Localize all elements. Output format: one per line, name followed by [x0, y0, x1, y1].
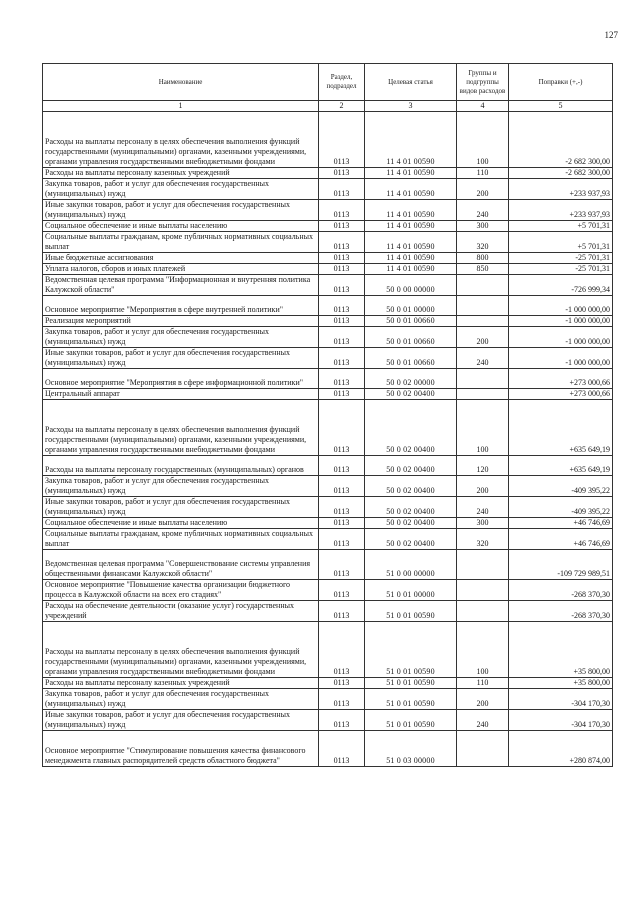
row-group: [457, 316, 509, 327]
row-target: 50 0 02 00000: [365, 369, 457, 389]
row-name: Ведомственная целевая программа "Совершенствование системы управления общественными финансами Калужской области": [43, 550, 319, 580]
row-target: 11 4 01 00590: [365, 179, 457, 200]
header-section: Раздел, подраздел: [319, 64, 365, 101]
table-row: [43, 622, 613, 678]
row-section: 0113: [319, 221, 365, 232]
row-amount: +46 746,69: [509, 518, 613, 529]
table-row: [43, 678, 613, 689]
row-section: 0113: [319, 529, 365, 550]
row-amount: +233 937,93: [509, 200, 613, 221]
row-name: Основное мероприятие "Мероприятия в сфере информационной политики": [43, 369, 319, 389]
row-group: 110: [457, 678, 509, 689]
row-name: Расходы на выплаты персоналу казенных учреждений: [43, 678, 319, 689]
table-row: [43, 550, 613, 580]
table-row: [43, 221, 613, 232]
row-amount: -2 682 300,00: [509, 112, 613, 168]
row-group: 100: [457, 112, 509, 168]
column-number: 3: [365, 101, 457, 112]
header-amount: Поправки (+,-): [509, 64, 613, 101]
row-section: 0113: [319, 622, 365, 678]
row-target: 50 0 00 00000: [365, 275, 457, 296]
row-amount: -268 370,30: [509, 601, 613, 622]
row-name: Закупка товаров, работ и услуг для обеспечения государственных (муниципальных) нужд: [43, 689, 319, 710]
row-name: Социальное обеспечение и иные выплаты населению: [43, 221, 319, 232]
row-group: [457, 369, 509, 389]
row-section: 0113: [319, 550, 365, 580]
header-target: Целевая статья: [365, 64, 457, 101]
row-target: 51 0 01 00590: [365, 689, 457, 710]
table-row: [43, 369, 613, 389]
row-section: 0113: [319, 316, 365, 327]
table-row: [43, 168, 613, 179]
row-group: 800: [457, 253, 509, 264]
row-amount: -1 000 000,00: [509, 296, 613, 316]
row-group: 240: [457, 348, 509, 369]
row-amount: +280 874,00: [509, 731, 613, 767]
row-group: 850: [457, 264, 509, 275]
table-row: [43, 200, 613, 221]
row-target: 50 0 02 00400: [365, 529, 457, 550]
row-section: 0113: [319, 275, 365, 296]
row-section: 0113: [319, 232, 365, 253]
table-row: [43, 253, 613, 264]
row-name: Расходы на выплаты персоналу казенных учреждений: [43, 168, 319, 179]
table-row: [43, 348, 613, 369]
table-row: [43, 112, 613, 168]
row-target: 11 4 01 00590: [365, 168, 457, 179]
table-row: [43, 296, 613, 316]
table-row: [43, 601, 613, 622]
row-group: 200: [457, 327, 509, 348]
row-section: 0113: [319, 168, 365, 179]
row-amount: +635 649,19: [509, 400, 613, 456]
row-name: Иные закупки товаров, работ и услуг для обеспечения государственных (муниципальных) нужд: [43, 710, 319, 731]
row-amount: -304 170,30: [509, 689, 613, 710]
row-amount: +273 000,66: [509, 389, 613, 400]
row-amount: +35 800,00: [509, 622, 613, 678]
row-section: 0113: [319, 389, 365, 400]
row-name: Основное мероприятие "Мероприятия в сфере внутренней политики": [43, 296, 319, 316]
row-group: 200: [457, 689, 509, 710]
column-number: 5: [509, 101, 613, 112]
column-number: 4: [457, 101, 509, 112]
row-group: 200: [457, 476, 509, 497]
row-target: 11 4 01 00590: [365, 232, 457, 253]
row-amount: +635 649,19: [509, 456, 613, 476]
table-row: [43, 689, 613, 710]
row-target: 50 0 02 00400: [365, 400, 457, 456]
row-name: Иные закупки товаров, работ и услуг для обеспечения государственных (муниципальных) нужд: [43, 200, 319, 221]
row-amount: +35 800,00: [509, 678, 613, 689]
row-group: 110: [457, 168, 509, 179]
row-section: 0113: [319, 296, 365, 316]
row-amount: -2 682 300,00: [509, 168, 613, 179]
row-group: [457, 731, 509, 767]
row-section: 0113: [319, 456, 365, 476]
column-number: 2: [319, 101, 365, 112]
row-group: 240: [457, 497, 509, 518]
row-name: Закупка товаров, работ и услуг для обеспечения государственных (муниципальных) нужд: [43, 327, 319, 348]
table-row: [43, 316, 613, 327]
row-target: 50 0 01 00000: [365, 296, 457, 316]
row-target: 51 0 01 00590: [365, 622, 457, 678]
row-name: Центральный аппарат: [43, 389, 319, 400]
table-row: [43, 731, 613, 767]
row-name: Расходы на выплаты персоналу государственных (муниципальных) органов: [43, 456, 319, 476]
row-name: Основное мероприятие "Стимулирование повышения качества финансового менеджмента главных распорядителей средств областного бюджета": [43, 731, 319, 767]
row-name: Расходы на выплаты персоналу в целях обеспечения выполнения функций государственными (муниципальными) органами, казенными учреждениями, органами управления государственными внебюджетными фондами: [43, 112, 319, 168]
row-amount: -268 370,30: [509, 580, 613, 601]
row-amount: +233 937,93: [509, 179, 613, 200]
table-body: [43, 112, 613, 767]
table-row: [43, 580, 613, 601]
row-target: 51 0 01 00000: [365, 580, 457, 601]
row-amount: +5 701,31: [509, 221, 613, 232]
row-section: 0113: [319, 200, 365, 221]
row-section: 0113: [319, 731, 365, 767]
table-row: [43, 710, 613, 731]
row-group: 120: [457, 456, 509, 476]
row-section: 0113: [319, 689, 365, 710]
row-target: 11 4 01 00590: [365, 253, 457, 264]
row-group: 100: [457, 622, 509, 678]
row-name: Уплата налогов, сборов и иных платежей: [43, 264, 319, 275]
row-target: 51 0 03 00000: [365, 731, 457, 767]
row-target: 51 0 01 00590: [365, 601, 457, 622]
row-group: 320: [457, 232, 509, 253]
table-row: [43, 264, 613, 275]
table-row: [43, 476, 613, 497]
row-name: Расходы на выплаты персоналу в целях обеспечения выполнения функций государственными (муниципальными) органами, казенными учреждениями, органами управления государственными внебюджетными фондами: [43, 622, 319, 678]
row-name: Иные закупки товаров, работ и услуг для обеспечения государственных (муниципальных) нужд: [43, 497, 319, 518]
row-section: 0113: [319, 580, 365, 601]
row-section: 0113: [319, 400, 365, 456]
row-section: 0113: [319, 601, 365, 622]
table-row: [43, 389, 613, 400]
row-section: 0113: [319, 179, 365, 200]
header-name: Наименование: [43, 64, 319, 101]
row-section: 0113: [319, 264, 365, 275]
row-amount: -1 000 000,00: [509, 348, 613, 369]
column-number: 1: [43, 101, 319, 112]
row-name: Основное мероприятие "Повышение качества организации бюджетного процесса в Калужской области на всех его стадиях": [43, 580, 319, 601]
row-name: Расходы на выплаты персоналу в целях обеспечения выполнения функций государственными (муниципальными) органами, казенными учреждениями, органами управления государственными внебюджетными фондами: [43, 400, 319, 456]
row-target: 50 0 02 00400: [365, 456, 457, 476]
table-row: [43, 497, 613, 518]
table-row: [43, 232, 613, 253]
row-amount: -25 701,31: [509, 264, 613, 275]
row-target: 11 4 01 00590: [365, 112, 457, 168]
row-section: 0113: [319, 112, 365, 168]
table-row: [43, 456, 613, 476]
row-target: 50 0 01 00660: [365, 316, 457, 327]
row-group: 300: [457, 518, 509, 529]
row-group: 240: [457, 710, 509, 731]
row-target: 11 4 01 00590: [365, 200, 457, 221]
row-amount: +46 746,69: [509, 529, 613, 550]
row-target: 50 0 02 00400: [365, 389, 457, 400]
row-name: Закупка товаров, работ и услуг для обеспечения государственных (муниципальных) нужд: [43, 476, 319, 497]
row-section: 0113: [319, 678, 365, 689]
row-amount: +5 701,31: [509, 232, 613, 253]
row-amount: +273 000,66: [509, 369, 613, 389]
row-section: 0113: [319, 369, 365, 389]
row-section: 0113: [319, 348, 365, 369]
header-group: Группы и подгруппы видов расходов: [457, 64, 509, 101]
row-target: 11 4 01 00590: [365, 221, 457, 232]
row-name: Закупка товаров, работ и услуг для обеспечения государственных (муниципальных) нужд: [43, 179, 319, 200]
row-target: 51 0 01 00590: [365, 710, 457, 731]
row-section: 0113: [319, 518, 365, 529]
row-name: Реализация мероприятий: [43, 316, 319, 327]
row-group: [457, 601, 509, 622]
row-amount: -409 395,22: [509, 476, 613, 497]
row-section: 0113: [319, 327, 365, 348]
row-target: 51 0 00 00000: [365, 550, 457, 580]
row-amount: -304 170,30: [509, 710, 613, 731]
budget-table: [42, 63, 613, 767]
row-group: [457, 296, 509, 316]
page-number: 127: [604, 30, 618, 40]
row-name: Ведомственная целевая программа "Информационная и внутренняя политика Калужской области": [43, 275, 319, 296]
table-row: [43, 518, 613, 529]
row-name: Расходы на обеспечение деятельности (оказание услуг) государственных учреждений: [43, 601, 319, 622]
header-row: [43, 64, 613, 101]
row-amount: -1 000 000,00: [509, 316, 613, 327]
row-target: 51 0 01 00590: [365, 678, 457, 689]
row-target: 50 0 02 00400: [365, 518, 457, 529]
row-group: [457, 275, 509, 296]
row-name: Социальные выплаты гражданам, кроме публичных нормативных социальных выплат: [43, 232, 319, 253]
row-name: Иные закупки товаров, работ и услуг для обеспечения государственных (муниципальных) нужд: [43, 348, 319, 369]
row-target: 50 0 01 00660: [365, 327, 457, 348]
row-group: 200: [457, 179, 509, 200]
table-row: [43, 327, 613, 348]
row-section: 0113: [319, 476, 365, 497]
row-group: 300: [457, 221, 509, 232]
row-target: 50 0 02 00400: [365, 476, 457, 497]
row-name: Социальное обеспечение и иные выплаты населению: [43, 518, 319, 529]
row-amount: -1 000 000,00: [509, 327, 613, 348]
row-group: 240: [457, 200, 509, 221]
row-group: [457, 550, 509, 580]
table-row: [43, 179, 613, 200]
row-target: 11 4 01 00590: [365, 264, 457, 275]
row-amount: -109 729 989,51: [509, 550, 613, 580]
row-name: Социальные выплаты гражданам, кроме публичных нормативных социальных выплат: [43, 529, 319, 550]
row-section: 0113: [319, 710, 365, 731]
row-amount: -409 395,22: [509, 497, 613, 518]
row-section: 0113: [319, 497, 365, 518]
row-name: Иные бюджетные ассигнования: [43, 253, 319, 264]
table-row: [43, 529, 613, 550]
row-group: 320: [457, 529, 509, 550]
row-target: 50 0 02 00400: [365, 497, 457, 518]
row-section: 0113: [319, 253, 365, 264]
table-row: [43, 275, 613, 296]
row-group: [457, 389, 509, 400]
row-amount: -25 701,31: [509, 253, 613, 264]
row-target: 50 0 01 00660: [365, 348, 457, 369]
row-amount: -726 999,34: [509, 275, 613, 296]
row-group: [457, 580, 509, 601]
row-group: 100: [457, 400, 509, 456]
column-number-row: [43, 101, 613, 112]
table-row: [43, 400, 613, 456]
